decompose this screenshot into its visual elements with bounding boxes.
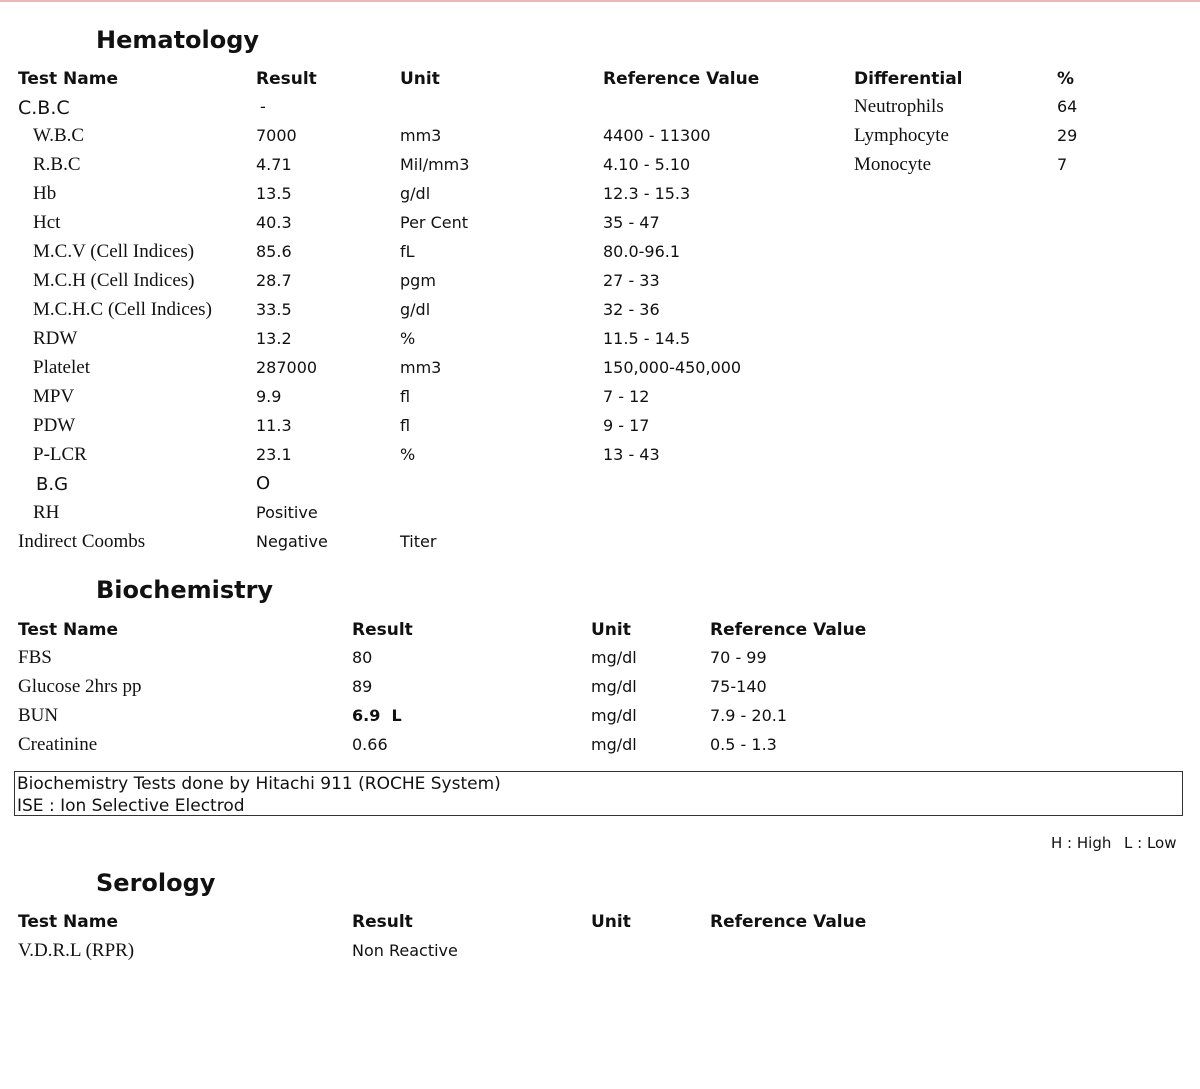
test-result: 13.5 [256, 184, 292, 203]
differential-name: Monocyte [854, 154, 932, 175]
sero-header-unit: Unit [591, 912, 631, 932]
test-result: 287000 [256, 358, 318, 377]
test-name: W.B.C [33, 125, 85, 146]
bg-result: O [256, 473, 271, 494]
test-reference: 12.3 - 15.3 [603, 184, 691, 203]
test-result: 89 [352, 677, 373, 696]
test-unit: mg/dl [591, 677, 637, 696]
test-name: Creatinine [18, 734, 98, 755]
test-result: Non Reactive [352, 941, 458, 960]
test-result: 7000 [256, 126, 297, 145]
test-name: R.B.C [33, 154, 81, 175]
sero-header-result: Result [352, 912, 413, 932]
rh-name: RH [33, 502, 60, 523]
differential-value: 64 [1057, 97, 1078, 116]
differential-value: 7 [1057, 155, 1068, 174]
test-unit: fl [400, 416, 411, 435]
test-unit: % [400, 329, 416, 348]
test-name: BUN [18, 705, 59, 726]
test-result-flagged: 6.9 L [352, 706, 402, 725]
test-unit: g/dl [400, 300, 431, 319]
bio-header-result: Result [352, 620, 413, 640]
hema-header-test-name: Test Name [18, 69, 118, 89]
test-name: Hct [33, 212, 61, 233]
test-unit: mm3 [400, 126, 442, 145]
test-result: 9.9 [256, 387, 282, 406]
test-name: PDW [33, 415, 76, 436]
hema-header-result: Result [256, 69, 317, 89]
differential-name: Lymphocyte [854, 125, 949, 146]
test-result: 33.5 [256, 300, 292, 319]
test-reference: 13 - 43 [603, 445, 660, 464]
top-border [0, 0, 1200, 2]
note-line-1: Biochemistry Tests done by Hitachi 911 (ROCHE System) [17, 774, 501, 794]
test-result: 13.2 [256, 329, 292, 348]
test-unit: pgm [400, 271, 436, 290]
test-reference: 9 - 17 [603, 416, 650, 435]
rh-result: Positive [256, 503, 318, 522]
cbc-label: C.B.C [18, 97, 70, 119]
test-reference: 32 - 36 [603, 300, 660, 319]
biochemistry-title: Biochemistry [96, 576, 274, 604]
test-name: RDW [33, 328, 78, 349]
test-unit: fl [400, 387, 411, 406]
biochemistry-note-box [14, 771, 1183, 816]
coombs-result: Negative [256, 532, 328, 551]
test-result: 28.7 [256, 271, 292, 290]
test-unit: % [400, 445, 416, 464]
test-unit: g/dl [400, 184, 431, 203]
test-unit: mm3 [400, 358, 442, 377]
test-result: 4.71 [256, 155, 292, 174]
test-reference: 70 - 99 [710, 648, 767, 667]
cbc-result: - [260, 97, 266, 116]
bio-header-reference: Reference Value [710, 620, 867, 640]
bio-header-test-name: Test Name [18, 620, 118, 640]
test-result: 80 [352, 648, 373, 667]
coombs-unit: Titer [400, 532, 437, 551]
serology-title: Serology [96, 869, 216, 897]
differential-name: Neutrophils [854, 96, 944, 117]
test-name: MPV [33, 386, 75, 407]
test-unit: Mil/mm3 [400, 155, 470, 174]
test-name: Platelet [33, 357, 90, 378]
hema-header-unit: Unit [400, 69, 440, 89]
test-unit: fL [400, 242, 415, 261]
test-name: Glucose 2hrs pp [18, 676, 142, 697]
test-result: 85.6 [256, 242, 292, 261]
test-result: 0.66 [352, 735, 388, 754]
hematology-title: Hematology [96, 26, 260, 54]
test-name: Hb [33, 183, 57, 204]
test-name: P-LCR [33, 444, 87, 465]
hema-header-reference: Reference Value [603, 69, 760, 89]
legend-high: H : High [1051, 834, 1112, 852]
test-unit: Per Cent [400, 213, 469, 232]
test-reference: 35 - 47 [603, 213, 660, 232]
test-result: 40.3 [256, 213, 292, 232]
test-reference: 150,000-450,000 [603, 358, 742, 377]
test-unit: mg/dl [591, 648, 637, 667]
coombs-name: Indirect Coombs [18, 531, 146, 552]
hema-header-percent: % [1057, 69, 1075, 89]
bio-header-unit: Unit [591, 620, 631, 640]
sero-header-test-name: Test Name [18, 912, 118, 932]
test-name: FBS [18, 647, 52, 668]
test-name: V.D.R.L (RPR) [18, 940, 135, 961]
test-result: 11.3 [256, 416, 292, 435]
bg-name: B.G [36, 474, 69, 495]
test-reference: 4400 - 11300 [603, 126, 711, 145]
test-unit: mg/dl [591, 735, 637, 754]
test-reference: 27 - 33 [603, 271, 660, 290]
legend-low: L : Low [1124, 834, 1177, 852]
hema-header-differential: Differential [854, 69, 963, 89]
test-reference: 80.0-96.1 [603, 242, 681, 261]
test-unit: mg/dl [591, 706, 637, 725]
test-reference: 11.5 - 14.5 [603, 329, 691, 348]
note-line-2: ISE : Ion Selective Electrod [17, 796, 245, 816]
test-reference: 7 - 12 [603, 387, 650, 406]
test-reference: 7.9 - 20.1 [710, 706, 788, 725]
test-name: M.C.H (Cell Indices) [33, 270, 195, 291]
test-reference: 0.5 - 1.3 [710, 735, 777, 754]
test-reference: 4.10 - 5.10 [603, 155, 691, 174]
test-result: 23.1 [256, 445, 292, 464]
test-reference: 75-140 [710, 677, 767, 696]
test-name: M.C.V (Cell Indices) [33, 241, 195, 262]
test-name: M.C.H.C (Cell Indices) [33, 299, 212, 320]
differential-value: 29 [1057, 126, 1078, 145]
sero-header-reference: Reference Value [710, 912, 867, 932]
